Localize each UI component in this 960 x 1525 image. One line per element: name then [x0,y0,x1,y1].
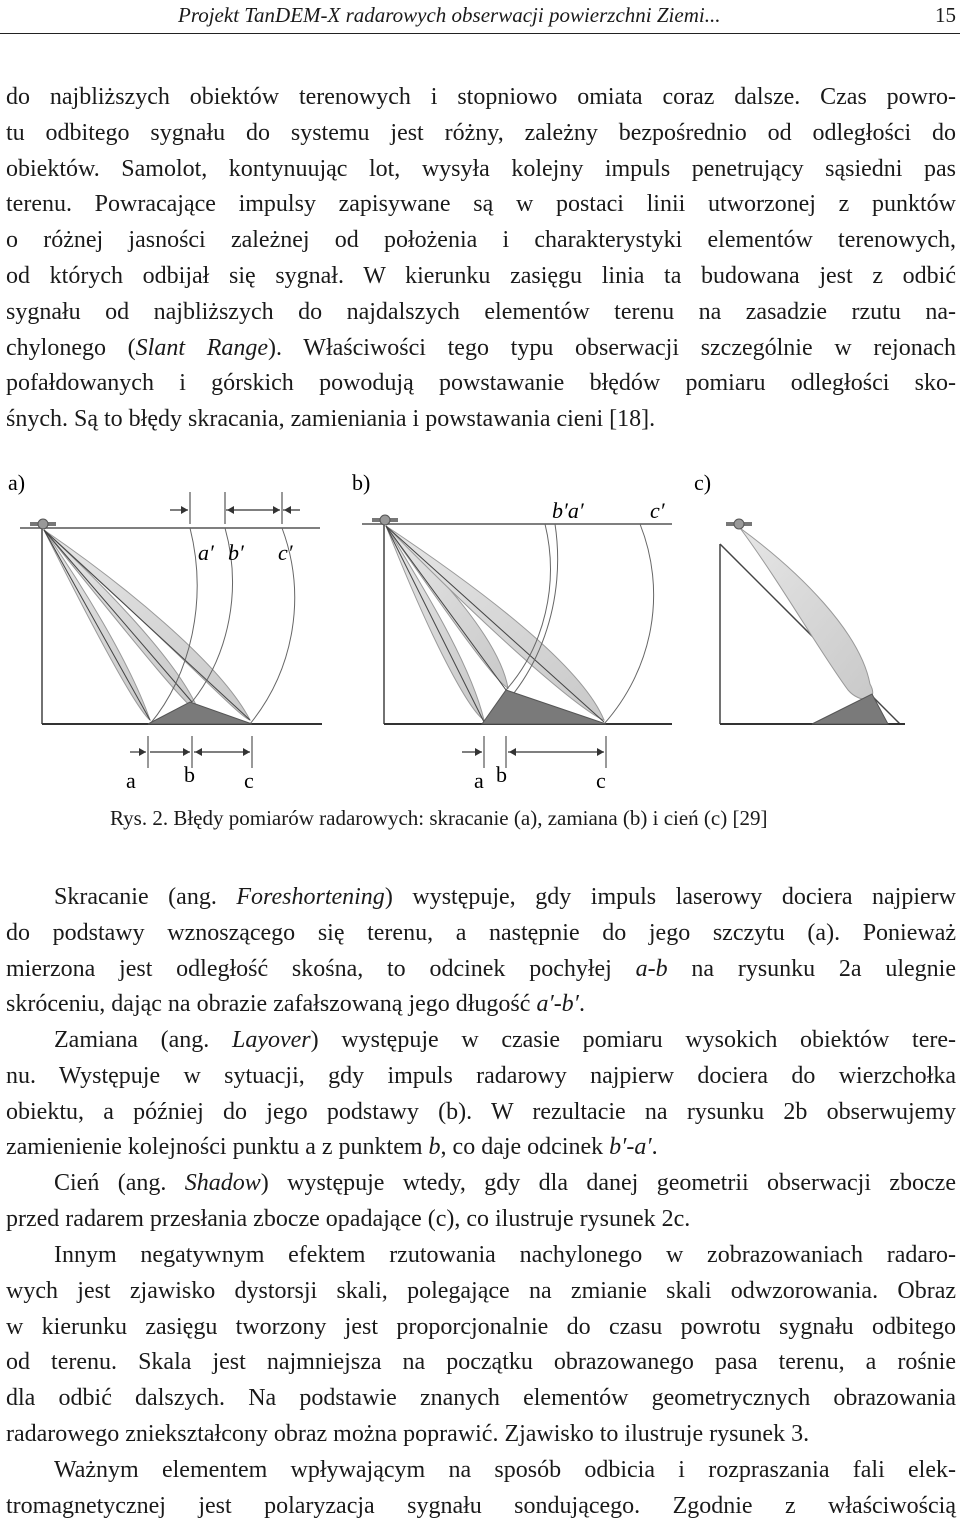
text-line: śnych. Są to błędy skracania, zamieniania i powstawania cieni [18]. [6,406,656,433]
text-segment: skróceniu, dając na obrazie zafałszowaną jego długość [6,991,537,1018]
text-line: Ważnym elementem wpływającym na sposób odbicia i rozpraszania fali elek- [54,1457,956,1483]
text-line [6,1023,956,1059]
text-line [6,1130,956,1166]
label-a: a [126,768,136,793]
text-line: do najbliższych obiektów terenowych i stopniowo omiata coraz dalsze. Czas powro- [6,84,956,110]
text-segment: ). Właściwości tego typu obserwacji szczególnie w rejonach [268,334,956,361]
figure-caption: Rys. 2. Błędy pomiarów radarowych: skracanie (a), zamiana (b) i cień (c) [29] [110,806,768,830]
running-title: Projekt TanDEM-X radarowych obserwacji powierzchni Ziemi... [178,3,721,27]
text-segment: . [578,991,585,1018]
panel-c [720,519,905,724]
page-header [0,0,960,34]
text-segment: mierzona jest odległość skośna, to odcinek pochyłej [6,955,636,982]
figure-radar-errors [0,462,960,812]
text-line [6,987,956,1023]
ray-line [386,526,604,722]
paragraph-layover [6,1023,956,1166]
term-foreshortening: Foreshortening [236,884,385,910]
label-b: b [184,762,195,787]
label-c-prime: c′ [278,540,293,565]
radar-beam [740,528,873,699]
text-segment: Skracanie (ang. [54,884,237,910]
term-segment: b′-a′ [609,1134,652,1161]
arrow-head [181,506,188,514]
text-segment: ) występuje, gdy impuls laserowy dociera najpierw [384,884,956,910]
text-line: tu odbitego sygnału do systemu jest różny, zależny bezpośrednio od odległości do [6,119,956,146]
text-line: tromagnetycznej jest polaryzacja sygnału sondującego. Zgodnie z właściwością [6,1492,956,1519]
text-line: nu. Występuje w sytuacji, gdy impuls radarowy najpierw dociera do wierzchołka [6,1062,956,1089]
term-slant-range: Slant Range [135,334,269,361]
term-segment: a′-b′ [536,991,579,1018]
text-segment: chylonego ( [6,334,136,361]
text-segment: na rysunku 2a ulegnie [667,955,956,982]
text-segment: ) występuje w czasie pomiaru wysokich obiektów tere- [310,1027,956,1053]
text-segment: , co daje odcinek [440,1134,610,1161]
paragraph-distortion [6,1238,956,1453]
label-c: c [596,768,606,793]
text-segment: zamienienie kolejności punktu a z punktem [6,1134,429,1161]
text-line [6,331,956,367]
arrow-head [227,506,234,514]
label-a-prime: a′ [198,540,214,565]
arrow-head [195,748,202,756]
text-line: pofałdowanych i górskich powodują powstawanie błędów pomiaru odległości sko- [6,370,956,397]
ray-line [44,530,192,702]
satellite-icon [726,519,752,529]
paragraph-polarization [6,1453,956,1525]
term-shadow: Shadow [184,1170,261,1196]
text-line: w kierunku zasięgu tworzony jest proporcjonalnie do czasu powrotu sygnału odbitego [6,1313,956,1340]
label-c-prime: c′ [650,498,665,523]
text-line: przed radarem przesłania zbocze opadające (c), co ilustruje rysunek 2c. [6,1205,691,1232]
text-line: obiektów. Samolot, kontynuując lot, wysyła kolejny impuls penetrujący sąsiedni pas [6,155,956,182]
label-c: c [244,768,254,793]
arrow-head [273,506,280,514]
text-line: radarowego zniekształcony obraz można poprawić. Zjawisko to ilustruje rysunek 3. [6,1420,810,1447]
text-segment: . [651,1134,658,1161]
text-line: od których odbijał się sygnał. W kierunku zasięgu linia ta budowana jest z odbić [6,262,956,289]
term-segment: b [428,1134,441,1161]
paragraph-foreshortening [6,880,956,1023]
panel-c-label: c) [694,470,712,495]
label-b: b [496,762,507,787]
text-line [6,1166,956,1202]
text-line: od terenu. Skala jest najmniejsza na początku obrazowanego pasa terenu, a rośnie [6,1349,956,1376]
page-number: 15 [935,3,956,27]
text-line [6,952,956,988]
text-line: o różnej jasności zależnej od położenia i charakterystyki elementów terenowych, [6,227,956,254]
label-b-prime-a-prime: b′a′ [552,498,584,523]
arrow-head [139,748,146,756]
term-segment: a-b [635,955,668,982]
panel-a-label: a) [8,470,26,495]
panel-a [20,492,322,793]
label-b-prime: b′ [228,540,244,565]
terrain-hill [812,694,888,724]
arrow-head [243,748,250,756]
text-line [6,880,956,916]
paragraph-intro [6,80,956,438]
ray-line [44,530,250,720]
text-line: obiektu, a później do jego podstawy (b). W rezultacie na rysunku 2b obserwujemy [6,1098,956,1125]
text-line: sygnału od najbliższych do najdalszych elementów terenu na zasadzie rzutu na- [6,298,956,325]
panel-b [362,498,672,793]
range-arc [604,524,654,724]
arrow-head [509,748,516,756]
panel-b-label: b) [352,470,371,495]
text-line: do podstawy wznoszącego się terenu, a następnie do jego szczytu (a). Ponieważ [6,919,956,946]
figure-diagram [0,462,960,812]
term-layover: Layover [231,1027,311,1053]
text-segment: Cień (ang. [54,1170,185,1196]
arrow-head [183,748,190,756]
arrow-head [475,748,482,756]
text-line: Innym negatywnym efektem rzutowania nachylonego w zobrazowaniach radaro- [54,1242,956,1268]
text-line: terenu. Powracające impulsy zapisywane są w postaci linii utworzonej z punktów [6,191,956,218]
paragraph-shadow [6,1166,956,1238]
arrow-head [597,748,604,756]
text-line: wych jest zjawisko dystorsji skali, polegające na zmianie skali odwzorowania. Obraz [6,1277,956,1304]
arrow-head [284,506,291,514]
text-line: dla odbić dalszych. Na podstawie znanych elementów geometrycznych obrazowania [6,1385,956,1412]
text-segment: ) występuje wtedy, gdy dla danej geometrii obserwacji zbocze [260,1170,956,1196]
header-rule [0,33,960,34]
text-segment: Zamiana (ang. [54,1027,232,1053]
label-a: a [474,768,484,793]
